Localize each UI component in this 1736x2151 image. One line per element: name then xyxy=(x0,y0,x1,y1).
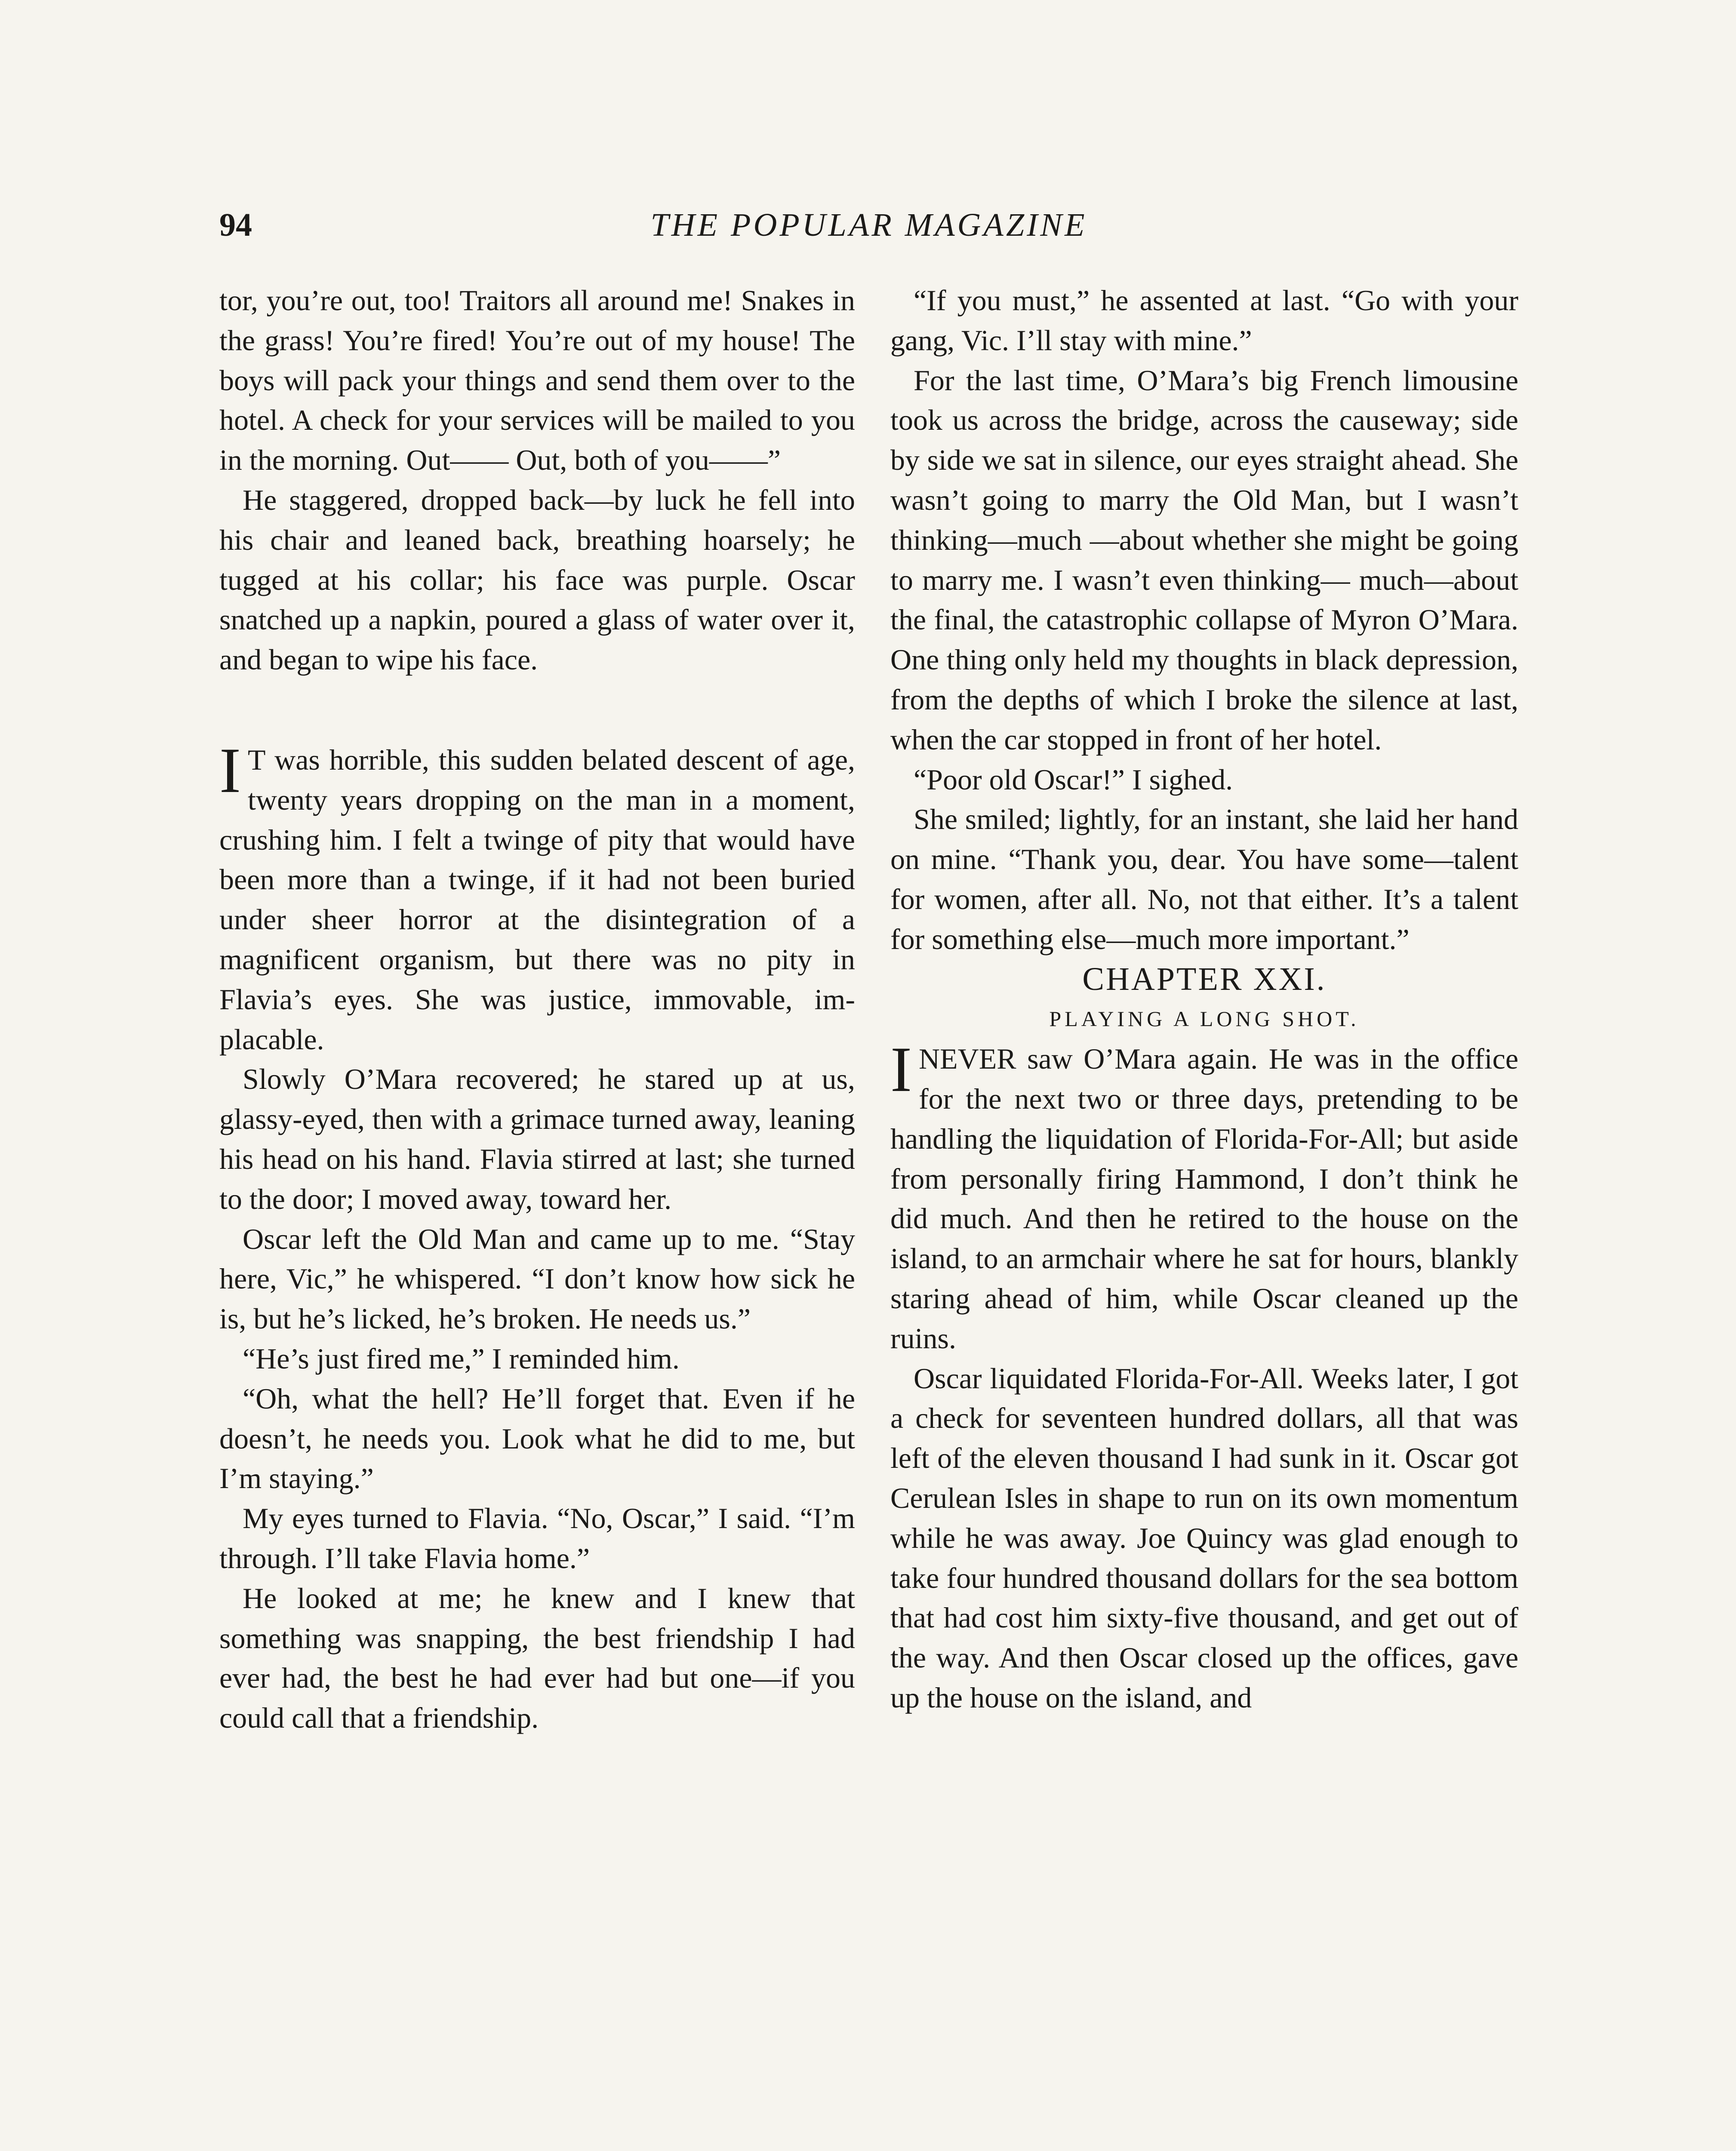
drop-cap: I xyxy=(219,734,241,806)
paragraph: “He’s just fired me,” I reminded him. xyxy=(243,1342,680,1375)
paragraph: Oscar left the Old Man and came up to me. “Stay here, Vic,” he whispered. “I don’t know how sick he is, but he’s licked, he’s broken. He needs us.” xyxy=(219,1222,855,1335)
paragraph: tor, you’re out, too! Traitors all around me! Snakes in the grass! You’re fired! You’re out of my house! The boys will pack your things and send them over to the hotel. A check for your services will be mailed to you in the morning. Out—— Out, both of you——” xyxy=(219,284,855,477)
page-number: 94 xyxy=(219,207,252,243)
section-break xyxy=(219,680,855,740)
paragraph: “Oh, what the hell? He’ll forget that. Even if he doesn’t, he needs you. Look what he did to me, but I’m staying.” xyxy=(219,1382,855,1495)
chapter-title: CHAPTER XXI. xyxy=(1082,961,1327,997)
page-header xyxy=(219,202,1518,250)
paragraph: My eyes turned to Flavia. “No, Oscar,” I said. “I’m through. I’ll take Flavia home.” xyxy=(219,1502,855,1575)
paragraph: He staggered, dropped back—by luck he fell into his chair and leaned back, breathing hoarsely; he tugged at his collar; his face was purple. Oscar snatched up a napkin, poured a glass of water over it, and began to wipe his face. xyxy=(219,483,855,676)
paragraph: Oscar liquidated Florida-For-All. Weeks later, I got a check for seventeen hundred dollars, all that was left of the eleven thousand I had sunk in it. Oscar got Cerulean Isles in shape to run on its own momentum while he was away. Joe Quincy was glad enough to take four hundred thousand dollars for the sea bottom that had cost him sixty-five thousand, and get out of the way. And then Oscar closed up the offices, gave up the house on the island, and xyxy=(890,1362,1518,1714)
left-column xyxy=(219,280,855,1738)
paragraph: She smiled; lightly, for an instant, she laid her hand on mine. “Thank you, dear. You have some—talent for women, after all. No, not that either. It’s a talent for something else—much more important.” xyxy=(890,803,1518,955)
drop-cap: I xyxy=(890,1034,912,1106)
paragraph-dropcap xyxy=(890,1034,1518,1358)
chapter-subtitle: PLAYING A LONG SHOT. xyxy=(1049,1007,1360,1031)
paragraph: Slowly O’Mara recovered; he stared up at us, glassy-eyed, then with a grimace turned away, leaning his head on his hand. Flavia stirred at last; she turned to the door; I moved away, toward her. xyxy=(219,1063,855,1215)
paragraph: “Poor old Oscar!” I sighed. xyxy=(914,763,1233,796)
paragraph: He looked at me; he knew and I knew that something was snapping, the best friendship I had ever had, the best he had ever had but one—if you could call that a friendship. xyxy=(219,1581,855,1735)
paragraph: “If you must,” he assented at last. “Go with your gang, Vic. I’ll stay with mine.” xyxy=(890,284,1518,357)
paragraph: For the last time, O’Mara’s big French limousine took us across the bridge, across the causeway; side by side we sat in silence, our eyes straight ahead. She wasn’t going to marry the Old Man, but I wasn’t thinking—much —about whether she might be going to marry me. I wasn’t even thinking— much—about the final, the catastrophic collapse of Myron O’Mara. One thing only held my thoughts in black depression, from the depths of which I broke the silence at last, when the car stopped in front of her hotel. xyxy=(890,364,1518,756)
running-head: THE POPULAR MAGAZINE xyxy=(650,207,1087,243)
paragraph-text: T was horrible, this sudden belated descent of age, twenty years dropping on the man in a moment, crushing him. I felt a twinge of pity that would have been more than a twinge, if it had not been buried under sheer horror at the disintegration of a magnificent organism, but there was no pity in Flavia’s eyes. She was justice, immovable, implacable. xyxy=(219,743,855,1056)
right-column xyxy=(890,280,1518,1718)
paragraph-dropcap xyxy=(219,734,855,1059)
paragraph-text: NEVER saw O’Mara again. He was in the office for the next two or three days, pretending to be handling the liquidation of Florida-For-All; but aside from personally firing Hammond, I don’t think he did much. And then he retired to the house on the island, to an armchair where he sat for hours, blankly staring ahead of him, while Oscar cleaned up the ruins. xyxy=(890,1042,1518,1355)
